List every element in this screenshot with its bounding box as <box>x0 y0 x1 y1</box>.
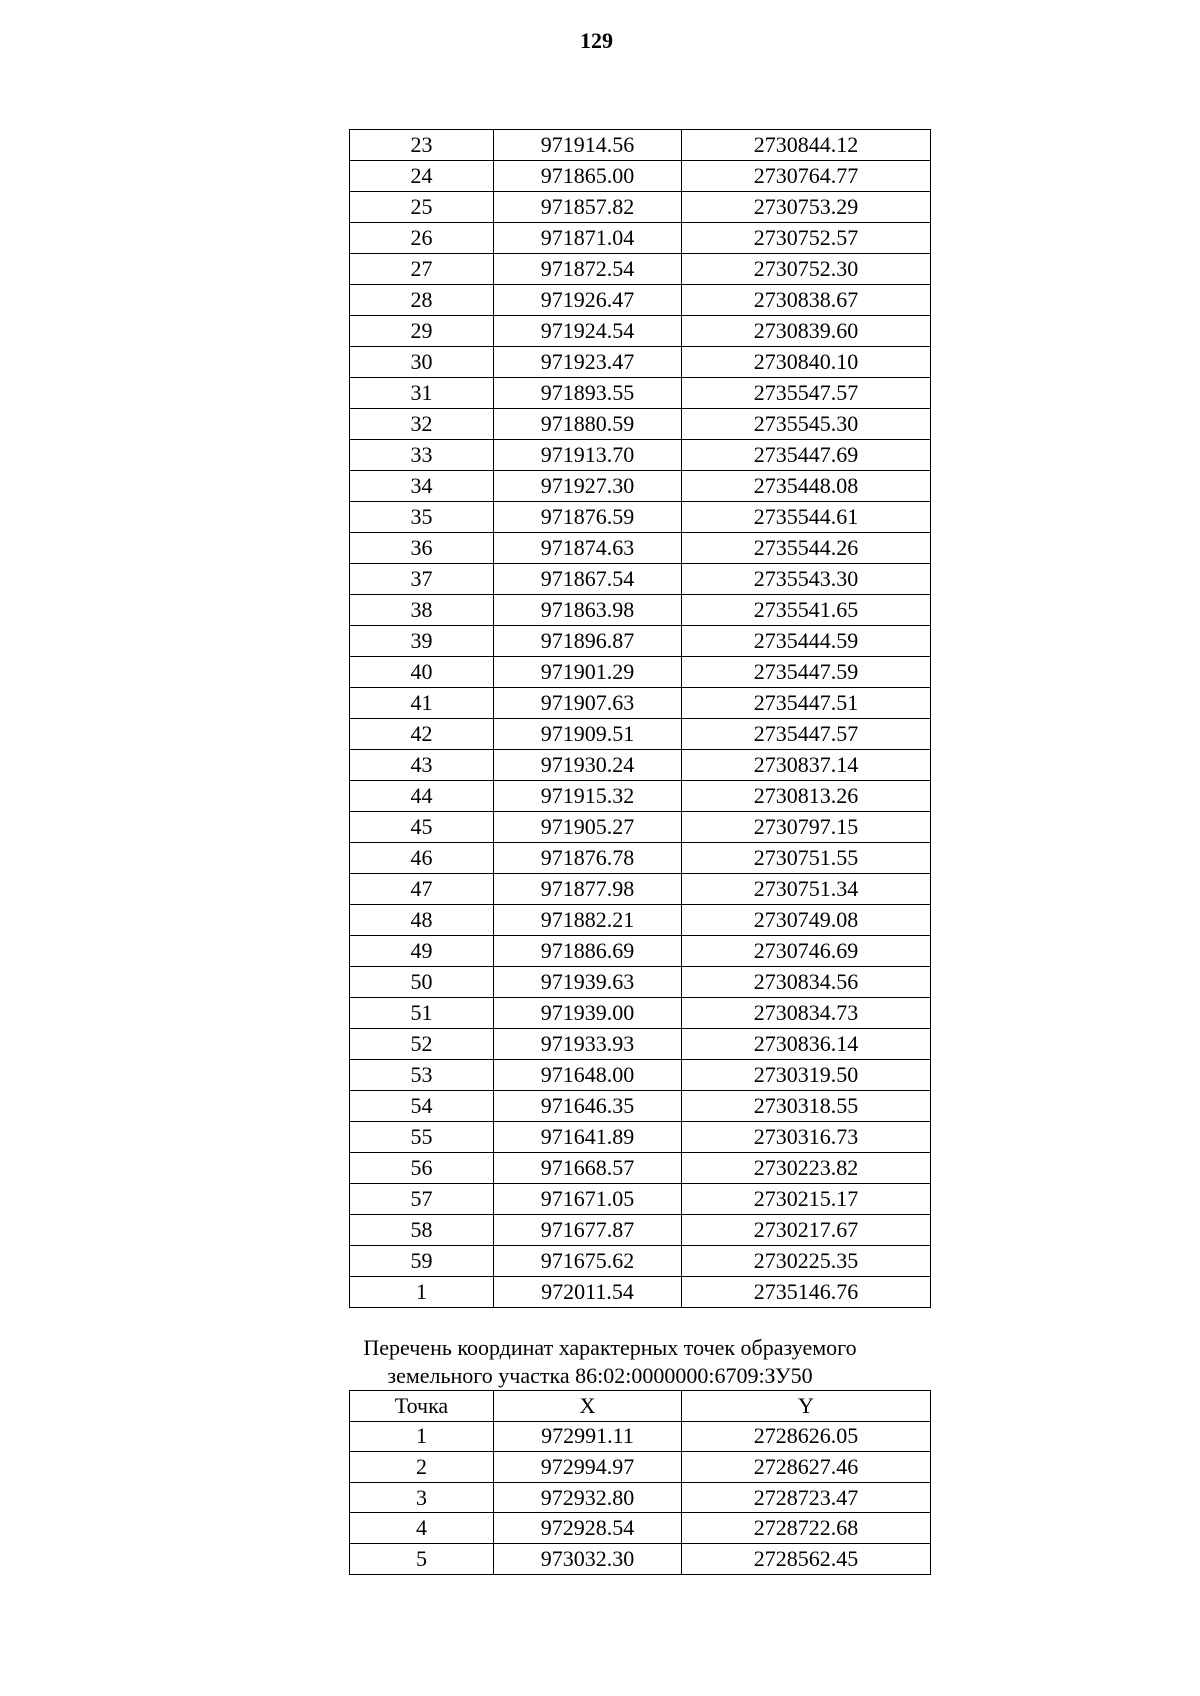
cell-point: 3 <box>350 1482 494 1513</box>
table-row <box>350 564 931 595</box>
cell-point: 38 <box>350 595 494 626</box>
cell-point: 28 <box>350 285 494 316</box>
cell-y: 2730749.08 <box>682 905 931 936</box>
cell-point: 40 <box>350 657 494 688</box>
table-row <box>350 1184 931 1215</box>
cell-x: 971927.30 <box>494 471 682 502</box>
cell-x: 971874.63 <box>494 533 682 564</box>
cell-x: 971668.57 <box>494 1153 682 1184</box>
table-row <box>350 533 931 564</box>
cell-x: 971939.00 <box>494 998 682 1029</box>
cell-point: 35 <box>350 502 494 533</box>
cell-y: 2735447.57 <box>682 719 931 750</box>
cell-point: 1 <box>350 1277 494 1308</box>
table-row <box>350 471 931 502</box>
table-row <box>350 595 931 626</box>
cell-y: 2730752.30 <box>682 254 931 285</box>
section-caption-line2: земельного участка 86:02:0000000:6709:ЗУ50 <box>387 1363 813 1388</box>
cell-y: 2735544.26 <box>682 533 931 564</box>
table-row <box>350 1277 931 1308</box>
table-row <box>350 967 931 998</box>
cell-x: 971905.27 <box>494 812 682 843</box>
cell-x: 971863.98 <box>494 595 682 626</box>
cell-x: 971857.82 <box>494 192 682 223</box>
cell-y: 2730751.55 <box>682 843 931 874</box>
cell-point: 58 <box>350 1215 494 1246</box>
cell-y: 2730751.34 <box>682 874 931 905</box>
cell-x: 971923.47 <box>494 347 682 378</box>
cell-point: 47 <box>350 874 494 905</box>
table-row <box>350 781 931 812</box>
coordinates-table-zu50 <box>349 1390 931 1575</box>
cell-point: 26 <box>350 223 494 254</box>
cell-x: 971882.21 <box>494 905 682 936</box>
table-row <box>350 378 931 409</box>
cell-x: 971926.47 <box>494 285 682 316</box>
cell-y: 2730834.56 <box>682 967 931 998</box>
table-row <box>350 874 931 905</box>
table-row <box>350 688 931 719</box>
cell-x: 971914.56 <box>494 130 682 161</box>
table-row <box>350 1215 931 1246</box>
section-caption-line1: Перечень координат характерных точек образуемого <box>363 1335 857 1360</box>
cell-x: 971924.54 <box>494 316 682 347</box>
table-row <box>350 812 931 843</box>
cell-x: 971896.87 <box>494 626 682 657</box>
cell-y: 2730844.12 <box>682 130 931 161</box>
table-row <box>350 285 931 316</box>
cell-x: 972932.80 <box>494 1482 682 1513</box>
cell-y: 2735447.59 <box>682 657 931 688</box>
header-x: X <box>494 1391 682 1422</box>
cell-point: 32 <box>350 409 494 440</box>
cell-x: 971876.78 <box>494 843 682 874</box>
table-header-row <box>350 1391 931 1422</box>
cell-x: 971930.24 <box>494 750 682 781</box>
cell-point: 25 <box>350 192 494 223</box>
cell-y: 2730838.67 <box>682 285 931 316</box>
cell-y: 2730217.67 <box>682 1215 931 1246</box>
cell-y: 2728723.47 <box>682 1482 931 1513</box>
table-row <box>350 1091 931 1122</box>
cell-y: 2728627.46 <box>682 1452 931 1483</box>
cell-y: 2730753.29 <box>682 192 931 223</box>
cell-x: 971671.05 <box>494 1184 682 1215</box>
table-row <box>350 657 931 688</box>
cell-y: 2730752.57 <box>682 223 931 254</box>
cell-point: 29 <box>350 316 494 347</box>
table-row <box>350 1029 931 1060</box>
cell-y: 2735547.57 <box>682 378 931 409</box>
table-row <box>350 998 931 1029</box>
cell-x: 971901.29 <box>494 657 682 688</box>
cell-y: 2735146.76 <box>682 1277 931 1308</box>
cell-y: 2735543.30 <box>682 564 931 595</box>
table-row <box>350 626 931 657</box>
cell-point: 27 <box>350 254 494 285</box>
cell-point: 49 <box>350 936 494 967</box>
table-row <box>350 1122 931 1153</box>
cell-x: 971677.87 <box>494 1215 682 1246</box>
cell-x: 972011.54 <box>494 1277 682 1308</box>
table-row <box>350 1482 931 1513</box>
cell-x: 971886.69 <box>494 936 682 967</box>
table-row <box>350 254 931 285</box>
cell-x: 972928.54 <box>494 1513 682 1544</box>
cell-point: 33 <box>350 440 494 471</box>
cell-y: 2735447.51 <box>682 688 931 719</box>
table-row <box>350 1060 931 1091</box>
cell-point: 57 <box>350 1184 494 1215</box>
cell-y: 2730319.50 <box>682 1060 931 1091</box>
cell-y: 2730316.73 <box>682 1122 931 1153</box>
cell-x: 971915.32 <box>494 781 682 812</box>
cell-point: 34 <box>350 471 494 502</box>
cell-x: 973032.30 <box>494 1543 682 1574</box>
cell-point: 41 <box>350 688 494 719</box>
cell-point: 52 <box>350 1029 494 1060</box>
cell-point: 44 <box>350 781 494 812</box>
table-row <box>350 440 931 471</box>
cell-y: 2730840.10 <box>682 347 931 378</box>
table-row <box>350 1153 931 1184</box>
cell-point: 50 <box>350 967 494 998</box>
cell-point: 56 <box>350 1153 494 1184</box>
cell-y: 2728626.05 <box>682 1421 931 1452</box>
cell-y: 2735544.61 <box>682 502 931 533</box>
cell-point: 37 <box>350 564 494 595</box>
cell-y: 2730764.77 <box>682 161 931 192</box>
cell-x: 971893.55 <box>494 378 682 409</box>
cell-point: 24 <box>350 161 494 192</box>
cell-y: 2735541.65 <box>682 595 931 626</box>
cell-y: 2728562.45 <box>682 1543 931 1574</box>
table-row <box>350 316 931 347</box>
cell-point: 54 <box>350 1091 494 1122</box>
cell-x: 971913.70 <box>494 440 682 471</box>
cell-y: 2730223.82 <box>682 1153 931 1184</box>
cell-point: 1 <box>350 1421 494 1452</box>
cell-point: 31 <box>350 378 494 409</box>
table-row <box>350 1452 931 1483</box>
cell-x: 971909.51 <box>494 719 682 750</box>
cell-point: 48 <box>350 905 494 936</box>
cell-point: 59 <box>350 1246 494 1277</box>
cell-x: 971867.54 <box>494 564 682 595</box>
coordinates-table-continued <box>349 129 931 1308</box>
table-row <box>350 130 931 161</box>
table-row <box>350 223 931 254</box>
cell-x: 971933.93 <box>494 1029 682 1060</box>
cell-point: 4 <box>350 1513 494 1544</box>
cell-y: 2730839.60 <box>682 316 931 347</box>
cell-y: 2735444.59 <box>682 626 931 657</box>
cell-point: 51 <box>350 998 494 1029</box>
cell-y: 2730746.69 <box>682 936 931 967</box>
cell-x: 972991.11 <box>494 1421 682 1452</box>
cell-point: 53 <box>350 1060 494 1091</box>
cell-point: 30 <box>350 347 494 378</box>
cell-y: 2730318.55 <box>682 1091 931 1122</box>
header-y: Y <box>682 1391 931 1422</box>
table-row <box>350 1513 931 1544</box>
cell-x: 971648.00 <box>494 1060 682 1091</box>
cell-y: 2730797.15 <box>682 812 931 843</box>
cell-y: 2730834.73 <box>682 998 931 1029</box>
table-row <box>350 1421 931 1452</box>
cell-x: 971675.62 <box>494 1246 682 1277</box>
cell-point: 42 <box>350 719 494 750</box>
cell-point: 5 <box>350 1543 494 1574</box>
table-row <box>350 409 931 440</box>
cell-x: 971872.54 <box>494 254 682 285</box>
cell-y: 2730215.17 <box>682 1184 931 1215</box>
cell-x: 971880.59 <box>494 409 682 440</box>
table-row <box>350 1543 931 1574</box>
table-row <box>350 750 931 781</box>
cell-point: 39 <box>350 626 494 657</box>
cell-x: 972994.97 <box>494 1452 682 1483</box>
cell-x: 971877.98 <box>494 874 682 905</box>
cell-point: 45 <box>350 812 494 843</box>
header-point: Точка <box>350 1391 494 1422</box>
cell-x: 971865.00 <box>494 161 682 192</box>
cell-point: 46 <box>350 843 494 874</box>
cell-point: 55 <box>350 1122 494 1153</box>
table-row <box>350 719 931 750</box>
page-number: 129 <box>580 28 613 53</box>
cell-point: 36 <box>350 533 494 564</box>
cell-point: 23 <box>350 130 494 161</box>
cell-point: 43 <box>350 750 494 781</box>
cell-y: 2730813.26 <box>682 781 931 812</box>
cell-x: 971871.04 <box>494 223 682 254</box>
table-row <box>350 905 931 936</box>
table-row <box>350 502 931 533</box>
cell-y: 2735448.08 <box>682 471 931 502</box>
cell-y: 2728722.68 <box>682 1513 931 1544</box>
cell-y: 2730836.14 <box>682 1029 931 1060</box>
cell-x: 971939.63 <box>494 967 682 998</box>
table-row <box>350 936 931 967</box>
table-row <box>350 161 931 192</box>
cell-x: 971907.63 <box>494 688 682 719</box>
cell-x: 971641.89 <box>494 1122 682 1153</box>
table-row <box>350 843 931 874</box>
cell-y: 2730837.14 <box>682 750 931 781</box>
cell-y: 2735545.30 <box>682 409 931 440</box>
table-row <box>350 1246 931 1277</box>
table-row <box>350 347 931 378</box>
cell-x: 971646.35 <box>494 1091 682 1122</box>
cell-y: 2735447.69 <box>682 440 931 471</box>
cell-point: 2 <box>350 1452 494 1483</box>
table-row <box>350 192 931 223</box>
cell-y: 2730225.35 <box>682 1246 931 1277</box>
cell-x: 971876.59 <box>494 502 682 533</box>
